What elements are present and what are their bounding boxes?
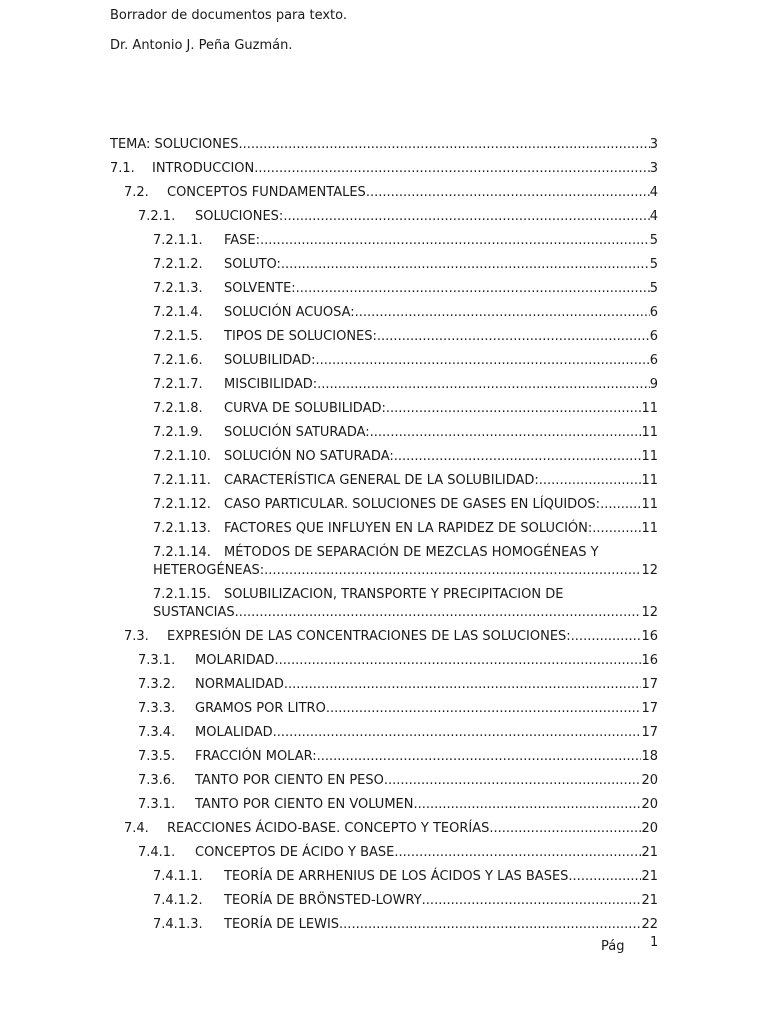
toc-entry[interactable] — [153, 892, 658, 910]
toc-entry-title-line1: SOLUBILIZACION, TRANSPORTE Y PRECIPITACION DE — [224, 587, 564, 602]
footer-page-label: Pág — [601, 939, 625, 954]
toc-entry-number: 7.2.1.14. — [153, 545, 211, 560]
toc-entry[interactable] — [124, 628, 658, 646]
toc-entry-page: 17 — [641, 677, 658, 692]
toc-entry-number: 7.3.5. — [138, 749, 176, 764]
toc-leader-dots — [571, 628, 642, 646]
toc-entry-number: 7.2.1.12. — [153, 497, 211, 512]
toc-entry[interactable] — [138, 700, 658, 718]
toc-entry-number: 7.2.1.15. — [153, 587, 211, 602]
toc-leader-dots — [600, 496, 641, 514]
toc-leader-dots — [592, 520, 641, 538]
toc-entry-title: INTRODUCCION — [152, 161, 255, 176]
toc-entry-page: 21 — [641, 869, 658, 884]
toc-entry-page: 4 — [649, 209, 658, 224]
toc-entry-number: 7.3.2. — [138, 677, 176, 692]
toc-leader-dots — [296, 280, 650, 298]
toc-entry-page: 6 — [649, 353, 658, 368]
toc-entry-number: 7.3.4. — [138, 725, 176, 740]
toc-entry-number: 7.2.1.7. — [153, 377, 203, 392]
toc-entry-page: 18 — [641, 749, 658, 764]
toc-entry[interactable] — [138, 676, 658, 694]
toc-entry-title: FASE: — [224, 233, 261, 248]
toc-entry[interactable] — [153, 256, 658, 274]
document-header-title: Borrador de documentos para texto. — [110, 8, 347, 23]
toc-entry-page: 20 — [641, 797, 658, 812]
toc-entry[interactable] — [138, 724, 658, 742]
toc-entry[interactable] — [138, 796, 658, 814]
toc-entry-title: SOLUCIÓN NO SATURADA: — [224, 449, 394, 464]
toc-entry-title: TEORÍA DE BRÖNSTED-LOWRY — [224, 893, 422, 908]
toc-entry-title: REACCIONES ÁCIDO-BASE. CONCEPTO Y TEORÍAS — [167, 821, 490, 836]
toc-entry-title: SUSTANCIAS — [153, 605, 235, 620]
toc-leader-dots — [377, 328, 650, 346]
toc-entry[interactable] — [110, 136, 658, 154]
toc-leader-dots — [260, 232, 650, 250]
toc-entry-page: 3 — [649, 137, 658, 152]
toc-entry-number: 7.2.1. — [138, 209, 176, 224]
document-author: Dr. Antonio J. Peña Guzmán. — [110, 38, 293, 53]
toc-entry-title: EXPRESIÓN DE LAS CONCENTRACIONES DE LAS SOLUCIONES: — [167, 629, 571, 644]
toc-entry-title: TANTO POR CIENTO EN VOLUMEN — [195, 797, 414, 812]
toc-entry-number: 7.3.1. — [138, 653, 176, 668]
toc-entry[interactable] — [153, 562, 658, 580]
toc-entry-page: 16 — [641, 653, 658, 668]
toc-leader-dots — [413, 796, 641, 814]
toc-entry-page: 17 — [641, 701, 658, 716]
toc-entry-title: TIPOS DE SOLUCIONES: — [224, 329, 377, 344]
toc-leader-dots — [384, 772, 642, 790]
toc-entry-number: 7.3.6. — [138, 773, 176, 788]
toc-entry-number: 7.2.1.11. — [153, 473, 211, 488]
toc-entry-number: 7.2.1.6. — [153, 353, 203, 368]
toc-entry-number: 7.2.1.8. — [153, 401, 203, 416]
toc-entry-title: CARACTERÍSTICA GENERAL DE LA SOLUBILIDAD: — [224, 473, 539, 488]
toc-entry-number: 7.2.1.13. — [153, 521, 211, 536]
toc-entry-number: 7.2.1.2. — [153, 257, 203, 272]
toc-entry[interactable] — [153, 604, 658, 622]
toc-entry[interactable] — [138, 844, 658, 862]
toc-entry-page: 5 — [649, 281, 658, 296]
toc-entry-number: 7.2.1.3. — [153, 281, 203, 296]
toc-entry-title: SOLUCIÓN SATURADA: — [224, 425, 370, 440]
toc-entry-title: HETEROGÉNEAS: — [153, 563, 265, 578]
toc-entry[interactable] — [153, 424, 658, 442]
toc-entry-number: 7.2. — [124, 185, 149, 200]
toc-entry-page: 6 — [649, 329, 658, 344]
toc-entry-page: 12 — [641, 605, 658, 620]
toc-entry-number: 7.4.1. — [138, 845, 176, 860]
toc-entry-title: GRAMOS POR LITRO — [195, 701, 326, 716]
toc-entry-number: 7.3.3. — [138, 701, 176, 716]
toc-entry[interactable] — [153, 916, 658, 934]
toc-leader-dots — [366, 184, 650, 202]
toc-entry-page: 11 — [641, 425, 658, 440]
toc-entry[interactable] — [124, 820, 658, 838]
toc-entry[interactable] — [124, 184, 658, 202]
toc-entry-page: 6 — [649, 305, 658, 320]
toc-entry[interactable] — [153, 352, 658, 370]
toc-leader-dots — [394, 844, 641, 862]
toc-entry-number: 7.2.1.1. — [153, 233, 203, 248]
toc-entry-number: 7.2.1.5. — [153, 329, 203, 344]
toc-entry-title: CONCEPTOS FUNDAMENTALES — [167, 185, 366, 200]
toc-entry-number: 7.3. — [124, 629, 149, 644]
footer-page-number: 1 — [650, 935, 659, 950]
toc-entry-page: 5 — [649, 257, 658, 272]
toc-entry[interactable] — [153, 232, 658, 250]
toc-entry-page: 20 — [641, 821, 658, 836]
toc-entry-page: 11 — [641, 497, 658, 512]
toc-entry[interactable] — [153, 496, 658, 514]
toc-entry-title: SOLUCIÓN ACUOSA: — [224, 305, 355, 320]
toc-entry-title: FACTORES QUE INFLUYEN EN LA RAPIDEZ DE SOLUCIÓN: — [224, 521, 593, 536]
toc-entry-title: TANTO POR CIENTO EN PESO — [195, 773, 384, 788]
toc-leader-dots — [489, 820, 641, 838]
toc-entry-number: 7.4. — [124, 821, 149, 836]
toc-entry-page: 20 — [641, 773, 658, 788]
toc-entry-title: CASO PARTICULAR. SOLUCIONES DE GASES EN LÍQUIDOS: — [224, 497, 601, 512]
toc-entry-title: SOLUCIONES: — [195, 209, 284, 224]
toc-entry-number: 7.2.1.10. — [153, 449, 211, 464]
toc-entry-page: 11 — [641, 473, 658, 488]
toc-entry-number: 7.2.1.4. — [153, 305, 203, 320]
toc-leader-dots — [394, 448, 642, 466]
toc-entry-number: 7.2.1.9. — [153, 425, 203, 440]
toc-entry[interactable] — [138, 652, 658, 670]
toc-leader-dots — [568, 868, 641, 886]
toc-entry-title: SOLUBILIDAD: — [224, 353, 316, 368]
toc-leader-dots — [238, 136, 649, 154]
toc-leader-dots — [317, 376, 650, 394]
toc-entry-page: 21 — [641, 845, 658, 860]
toc-entry-page: 11 — [641, 449, 658, 464]
toc-entry-title: MOLARIDAD — [195, 653, 275, 668]
toc-leader-dots — [283, 208, 649, 226]
toc-leader-dots — [254, 160, 649, 178]
toc-entry-page: 11 — [641, 521, 658, 536]
toc-leader-dots — [539, 472, 642, 490]
toc-entry-page: 21 — [641, 893, 658, 908]
toc-leader-dots — [235, 604, 642, 622]
toc-entry[interactable] — [138, 772, 658, 790]
toc-entry[interactable] — [153, 328, 658, 346]
toc-leader-dots — [273, 724, 642, 742]
toc-entry[interactable] — [153, 520, 658, 538]
toc-entry[interactable] — [110, 160, 658, 178]
toc-entry-first-line[interactable] — [153, 586, 563, 604]
toc-leader-dots — [316, 352, 650, 370]
toc-entry-title: SOLVENTE: — [224, 281, 296, 296]
toc-entry-number: 7.4.1.3. — [153, 917, 203, 932]
toc-entry-page: 16 — [641, 629, 658, 644]
toc-entry-page: 22 — [641, 917, 658, 932]
toc-entry-page: 4 — [649, 185, 658, 200]
toc-entry[interactable] — [153, 280, 658, 298]
toc-leader-dots — [264, 562, 641, 580]
toc-entry-page: 3 — [649, 161, 658, 176]
toc-entry-number: 7.1. — [110, 161, 135, 176]
toc-entry-number: 7.4.1.1. — [153, 869, 203, 884]
toc-entry[interactable] — [153, 400, 658, 418]
toc-entry-title: NORMALIDAD — [195, 677, 284, 692]
toc-leader-dots — [370, 424, 642, 442]
toc-leader-dots — [386, 400, 642, 418]
toc-leader-dots — [339, 916, 641, 934]
toc-leader-dots — [284, 676, 642, 694]
toc-entry-number: 7.3.1. — [138, 797, 176, 812]
toc-leader-dots — [422, 892, 642, 910]
toc-entry-page: 17 — [641, 725, 658, 740]
toc-entry-title: MISCIBILIDAD: — [224, 377, 318, 392]
toc-entry[interactable] — [153, 376, 658, 394]
toc-entry-title: MOLALIDAD — [195, 725, 273, 740]
toc-entry-page: 9 — [649, 377, 658, 392]
toc-entry[interactable] — [153, 868, 658, 886]
toc-entry[interactable] — [138, 748, 658, 766]
toc-leader-dots — [326, 700, 642, 718]
toc-entry-title: TEORÍA DE ARRHENIUS DE LOS ÁCIDOS Y LAS BASES — [224, 869, 569, 884]
toc-leader-dots — [281, 256, 650, 274]
toc-entry-number: 7.4.1.2. — [153, 893, 203, 908]
toc-entry-page: 5 — [649, 233, 658, 248]
toc-entry-title-line1: MÉTODOS DE SEPARACIÓN DE MEZCLAS HOMOGÉNEAS Y — [224, 545, 599, 560]
toc-entry-title: TEORÍA DE LEWIS — [224, 917, 340, 932]
toc-entry[interactable] — [153, 448, 658, 466]
toc-entry[interactable] — [153, 472, 658, 490]
toc-entry-page: 12 — [641, 563, 658, 578]
toc-entry[interactable] — [153, 304, 658, 322]
toc-entry-title: CONCEPTOS DE ÁCIDO Y BASE — [195, 845, 395, 860]
toc-entry-title: CURVA DE SOLUBILIDAD: — [224, 401, 386, 416]
toc-entry-page: 11 — [641, 401, 658, 416]
toc-leader-dots — [274, 652, 641, 670]
toc-leader-dots — [317, 748, 642, 766]
toc-leader-dots — [355, 304, 650, 322]
toc-entry[interactable] — [138, 208, 658, 226]
toc-entry-title: SOLUTO: — [224, 257, 281, 272]
toc-entry-first-line[interactable] — [153, 544, 599, 562]
toc-entry-title: TEMA: SOLUCIONES — [110, 137, 239, 152]
toc-entry-title: FRACCIÓN MOLAR: — [195, 749, 317, 764]
